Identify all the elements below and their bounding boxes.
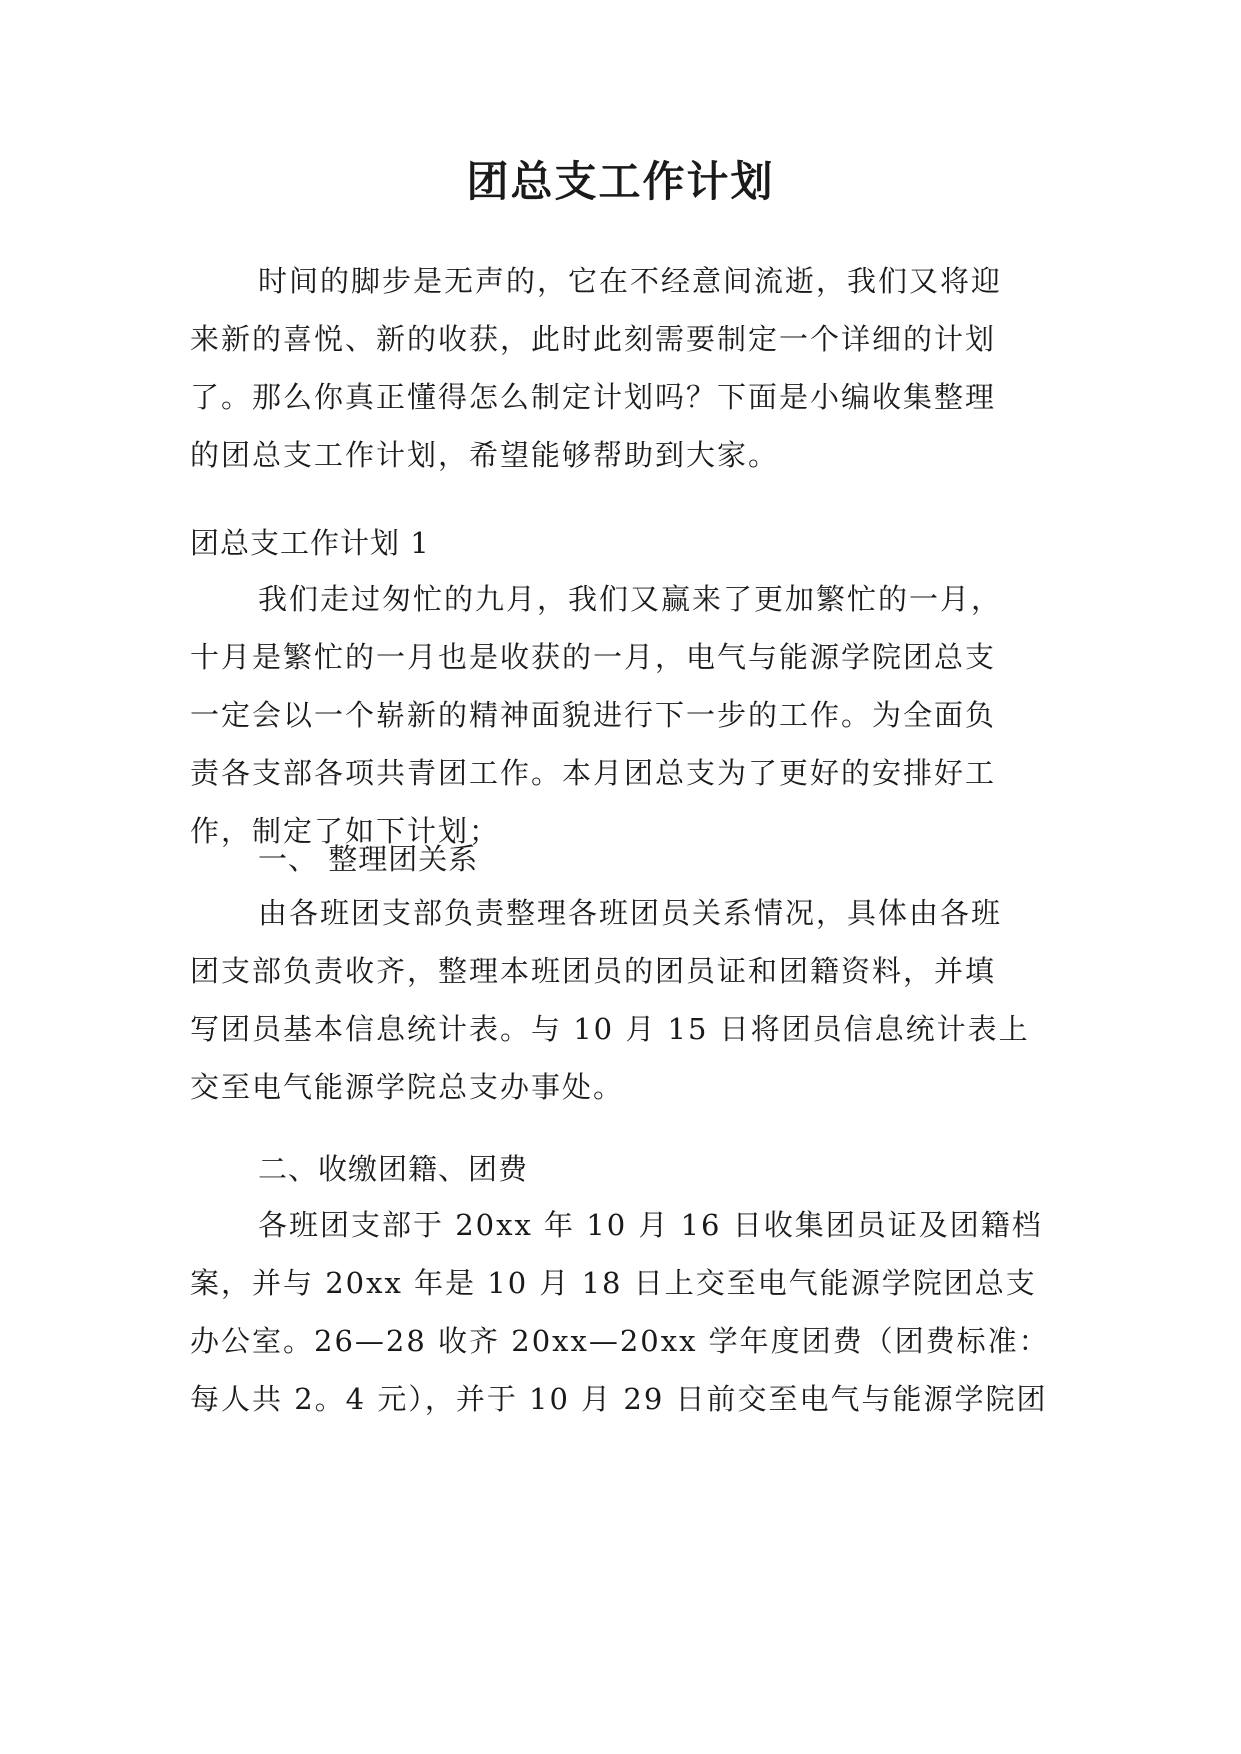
section1-paragraph: [190, 570, 1050, 860]
intro-line: 的团总支工作计划，希望能够帮助到大家。: [190, 438, 780, 472]
intro-paragraph: [190, 252, 1050, 484]
paragraph-line: 十月是繁忙的一月也是收获的一月，电气与能源学院团总支: [190, 640, 997, 674]
intro-line: 来新的喜悦、新的收获，此时此刻需要制定一个详细的计划: [190, 322, 997, 356]
item2-heading-block: [190, 1140, 1050, 1198]
paragraph-line: 每人共 2。4 元），并于 10 月 29 日前交至电气与能源学院团: [190, 1382, 1048, 1416]
item-heading: 一、 整理团关系: [258, 842, 479, 876]
item1-heading-block: [190, 830, 1050, 888]
item1-paragraph: [190, 884, 1050, 1116]
intro-line: 时间的脚步是无声的，它在不经意间流逝，我们又将迎: [258, 264, 1003, 298]
item2-paragraph: [190, 1196, 1050, 1428]
paragraph-line: 写团员基本信息统计表。与 10 月 15 日将团员信息统计表上: [190, 1012, 1030, 1046]
paragraph-line: 交至电气能源学院总支办事处。: [190, 1070, 625, 1104]
paragraph-line: 各班团支部于 20xx 年 10 月 16 日收集团员证及团籍档: [258, 1208, 1043, 1242]
paragraph-line: 案，并与 20xx 年是 10 月 18 日上交至电气能源学院团总支: [190, 1266, 1037, 1300]
intro-line: 了。那么你真正懂得怎么制定计划吗？下面是小编收集整理: [190, 380, 997, 414]
item-heading: 二、收缴团籍、团费: [258, 1152, 529, 1186]
document-title: 团总支工作计划: [466, 157, 775, 206]
paragraph-line: 作，制定了如下计划；: [190, 814, 501, 848]
section1-heading-block: [190, 514, 1050, 572]
paragraph-line: 由各班团支部负责整理各班团员关系情况，具体由各班: [258, 896, 1003, 930]
paragraph-line: 办公室。26—28 收齐 20xx—20xx 学年度团费（团费标准：: [190, 1324, 1050, 1358]
paragraph-line: 责各支部各项共青团工作。本月团总支为了更好的安排好工: [190, 756, 997, 790]
paragraph-line: 一定会以一个崭新的精神面貌进行下一步的工作。为全面负: [190, 698, 997, 732]
paragraph-line: 我们走过匆忙的九月，我们又赢来了更加繁忙的一月，: [258, 582, 1003, 616]
section-heading: 团总支工作计划 1: [190, 526, 430, 560]
paragraph-line: 团支部负责收齐，整理本班团员的团员证和团籍资料，并填: [190, 954, 997, 988]
